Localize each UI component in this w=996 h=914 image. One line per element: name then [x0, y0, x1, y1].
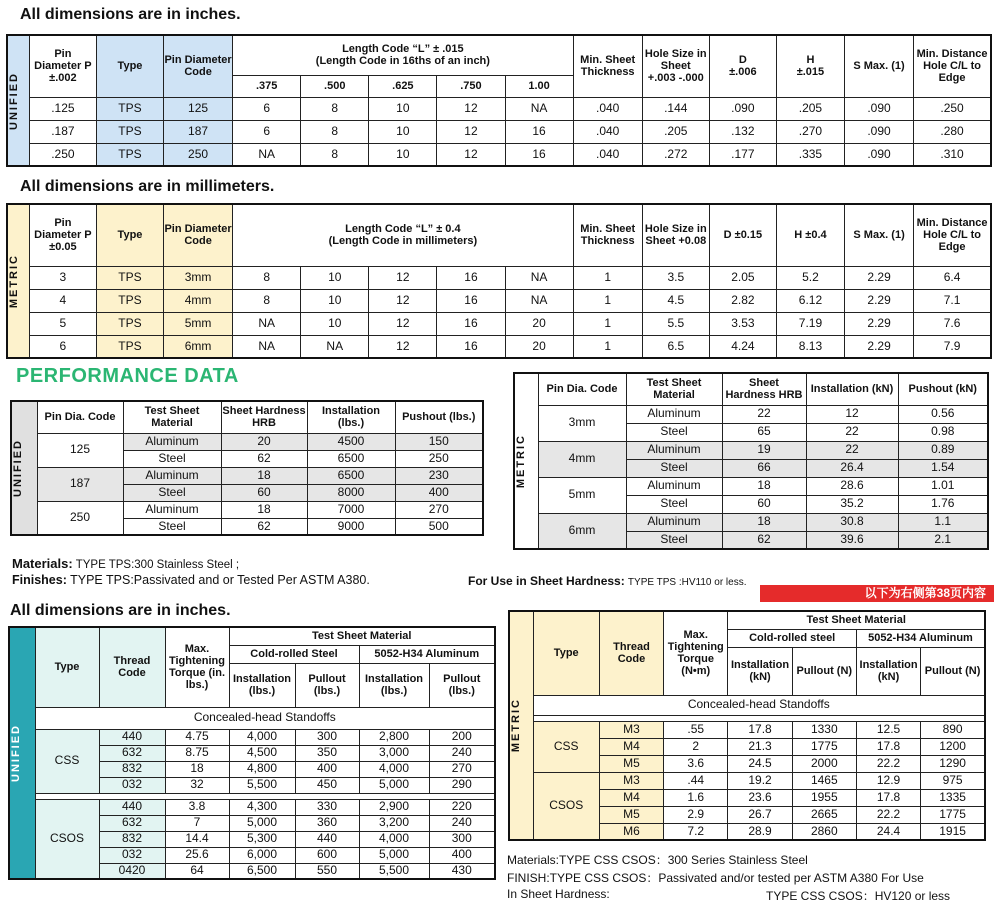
len-col: .750: [437, 75, 505, 97]
col-s-max: S Max. (1): [845, 204, 914, 266]
metric-standoffs-table: [508, 610, 986, 841]
table-row: Steel 62 6500 250: [11, 450, 483, 467]
table-row: Steel 62 9000 500: [11, 518, 483, 535]
table-row: 250 Aluminum 18 7000 270: [11, 501, 483, 518]
unified-side-label: UNIFIED: [7, 35, 29, 166]
continuation-banner: 以下为右侧第38页内容: [760, 585, 994, 602]
col-torque: Max. Tightening Torque (in. lbs.): [165, 627, 229, 707]
table-row: M4 1.6 23.6 1955 17.8 1335: [509, 789, 985, 806]
col-installation: Installation (kN): [806, 373, 898, 405]
table-row: 032 25.6 6,000 600 5,000 400: [9, 847, 495, 863]
section-label: Concealed-head Standoffs: [35, 707, 495, 729]
metric-performance-table: [513, 372, 989, 550]
col-cold-rolled: Cold-rolled steel: [728, 629, 857, 647]
col-hardness: Sheet Hardness HRB: [722, 373, 806, 405]
table-row: 0420 64 6,500 550 5,500 430: [9, 863, 495, 879]
table-row: CSS M3 .55 17.8 1330 12.5 890: [509, 721, 985, 738]
section-label: Concealed-head Standoffs: [533, 695, 985, 715]
table-row: 3mm Aluminum 22 12 0.56: [514, 405, 988, 423]
standoff-finish-note: FINISH:TYPE CSS CSOS：Passivated and/or tested per ASTM A380 For Use: [507, 871, 924, 885]
table-row: 632 7 5,000 360 3,200 240: [9, 815, 495, 831]
col-pullout: Pullout (lbs.): [429, 663, 495, 707]
table-row: M6 7.2 28.9 2860 24.4 1915: [509, 823, 985, 840]
col-code: Pin Diameter Code: [164, 35, 233, 97]
table-row: CSS 440 4.75 4,000 300 2,800 200: [9, 729, 495, 745]
table-row: Steel 60 8000 400: [11, 484, 483, 501]
table-row: 4mm Aluminum 19 22 0.89: [514, 441, 988, 459]
metric-side-label: METRIC: [514, 373, 538, 549]
col-test-sheet: Test Sheet Material: [728, 611, 985, 629]
col-h: H ±.015: [776, 35, 844, 97]
col-s-max: S Max. (1): [844, 35, 913, 97]
table-row: M4 2 21.3 1775 17.8 1200: [509, 738, 985, 755]
col-h: H ±0.4: [776, 204, 844, 266]
col-hole-size: Hole Size in Sheet +.003 -.000: [642, 35, 709, 97]
col-test-sheet: Test Sheet Material: [229, 627, 495, 645]
table-row: Steel 60 35.2 1.76: [514, 495, 988, 513]
col-pushout: Pushout (lbs.): [395, 401, 483, 433]
col-installation: Installation (lbs.): [359, 663, 429, 707]
unified-side-label: UNIFIED: [11, 401, 37, 535]
table-row: M5 3.6 24.5 2000 22.2 1290: [509, 755, 985, 772]
materials-note: Materials: TYPE TPS:300 Stainless Steel ;: [12, 556, 240, 571]
col-installation: Installation (lbs.): [229, 663, 295, 707]
col-pullout: Pullout (N): [792, 647, 856, 695]
col-material: Test Sheet Material: [626, 373, 722, 405]
heading-millimeters: All dimensions are in millimeters.: [20, 178, 275, 195]
col-material: Test Sheet Material: [123, 401, 221, 433]
table-row: 6 TPS 6mm NA NA 12 16 20 1 6.5 4.24 8.13 2.29 7.9: [7, 335, 991, 358]
metric-dimension-table: [6, 203, 992, 359]
unified-side-label: UNIFIED: [9, 627, 35, 879]
hardness-note: For Use in Sheet Hardness: TYPE TPS :HV110 or less.: [468, 574, 747, 588]
col-torque: Max. Tightening Torque (N•m): [664, 611, 728, 695]
col-min-thickness: Min. Sheet Thickness: [573, 204, 642, 266]
standoff-hardness-label: In Sheet Hardness:: [507, 887, 610, 901]
table-row: CSOS M3 .44 19.2 1465 12.9 975: [509, 772, 985, 789]
standoff-hardness-value: TYPE CSS CSOS：HV120 or less: [766, 889, 951, 903]
heading-inches: All dimensions are in inches.: [20, 6, 241, 23]
table-row: 032 32 5,500 450 5,000 290: [9, 777, 495, 793]
col-length-code: Length Code “L” ± .015 (Length Code in 16ths of an inch): [233, 35, 573, 75]
table-row: 5 TPS 5mm NA 10 12 16 20 1 5.5 3.53 7.19 2.29 7.6: [7, 312, 991, 335]
col-cold-rolled: Cold-rolled Steel: [229, 645, 359, 663]
len-col: .625: [369, 75, 437, 97]
len-col: 1.00: [505, 75, 573, 97]
metric-side-label: METRIC: [7, 204, 29, 358]
unified-performance-table: [10, 400, 484, 536]
col-hardness: Sheet Hardness HRB: [221, 401, 307, 433]
col-installation: Installation (lbs.): [307, 401, 395, 433]
col-pushout: Pushout (kN): [898, 373, 988, 405]
unified-standoffs-table: [8, 626, 496, 880]
finishes-note: Finishes: TYPE TPS:Passivated and or Tested Per ASTM A380.: [12, 573, 370, 587]
col-aluminum: 5052-H34 Aluminum: [856, 629, 985, 647]
col-type: Type: [533, 611, 599, 695]
heading-inches-standoffs: All dimensions are in inches.: [10, 602, 231, 619]
table-row: 6mm Aluminum 18 30.8 1.1: [514, 513, 988, 531]
col-pin-code: Pin Dia. Code: [538, 373, 626, 405]
table-row: 632 8.75 4,500 350 3,000 240: [9, 745, 495, 761]
col-pin-diameter: Pin Diameter P ±0.05: [29, 204, 96, 266]
col-d: D ±0.15: [709, 204, 776, 266]
table-row: Steel 66 26.4 1.54: [514, 459, 988, 477]
len-col: .375: [233, 75, 301, 97]
unified-dimension-table: [6, 34, 992, 167]
col-min-distance: Min. Distance Hole C/L to Edge: [914, 204, 991, 266]
table-row: 5mm Aluminum 18 28.6 1.01: [514, 477, 988, 495]
metric-side-label: METRIC: [509, 611, 533, 840]
col-code: Pin Diameter Code: [164, 204, 233, 266]
table-row: 3 TPS 3mm 8 10 12 16 NA 1 3.5 2.05 5.2 2.29 6.4: [7, 266, 991, 289]
col-pin-code: Pin Dia. Code: [37, 401, 123, 433]
col-aluminum: 5052-H34 Aluminum: [359, 645, 495, 663]
col-min-thickness: Min. Sheet Thickness: [573, 35, 642, 97]
col-length-code: Length Code “L” ± 0.4 (Length Code in millimeters): [233, 204, 574, 266]
col-hole-size: Hole Size in Sheet +0.08: [642, 204, 709, 266]
table-row: .250 TPS 250 NA 8 10 12 16 .040 .272 .177 .335 .090 .310: [7, 143, 991, 166]
table-row: M5 2.9 26.7 2665 22.2 1775: [509, 806, 985, 823]
col-type: Type: [96, 35, 163, 97]
table-row: 832 14.4 5,300 440 4,000 300: [9, 831, 495, 847]
table-row: 832 18 4,800 400 4,000 270: [9, 761, 495, 777]
col-type: Type: [96, 204, 163, 266]
heading-performance: PERFORMANCE DATA: [16, 365, 239, 387]
col-type: Type: [35, 627, 99, 707]
table-row: 125 Aluminum 20 4500 150: [11, 433, 483, 450]
col-pullout: Pullout (lbs.): [295, 663, 359, 707]
col-installation: Installation (kN): [856, 647, 920, 695]
table-row: Steel 65 22 0.98: [514, 423, 988, 441]
table-row: 4 TPS 4mm 8 10 12 16 NA 1 4.5 2.82 6.12 2.29 7.1: [7, 289, 991, 312]
col-installation: Installation (kN): [728, 647, 792, 695]
table-row: .187 TPS 187 6 8 10 12 16 .040 .205 .132 .270 .090 .280: [7, 120, 991, 143]
table-row: Steel 62 39.6 2.1: [514, 531, 988, 549]
table-row: 187 Aluminum 18 6500 230: [11, 467, 483, 484]
col-pin-diameter: Pin Diameter P ±.002: [29, 35, 96, 97]
col-thread-code: Thread Code: [599, 611, 663, 695]
col-min-distance: Min. Distance Hole C/L to Edge: [914, 35, 991, 97]
standoff-materials-note: Materials:TYPE CSS CSOS：300 Series Stainless Steel: [507, 853, 808, 867]
table-row: .125 TPS 125 6 8 10 12 NA .040 .144 .090 .205 .090 .250: [7, 97, 991, 120]
col-thread-code: Thread Code: [99, 627, 165, 707]
table-row: CSOS 440 3.8 4,300 330 2,900 220: [9, 799, 495, 815]
col-d: D ±.006: [709, 35, 776, 97]
len-col: .500: [301, 75, 369, 97]
col-pullout: Pullout (N): [921, 647, 985, 695]
